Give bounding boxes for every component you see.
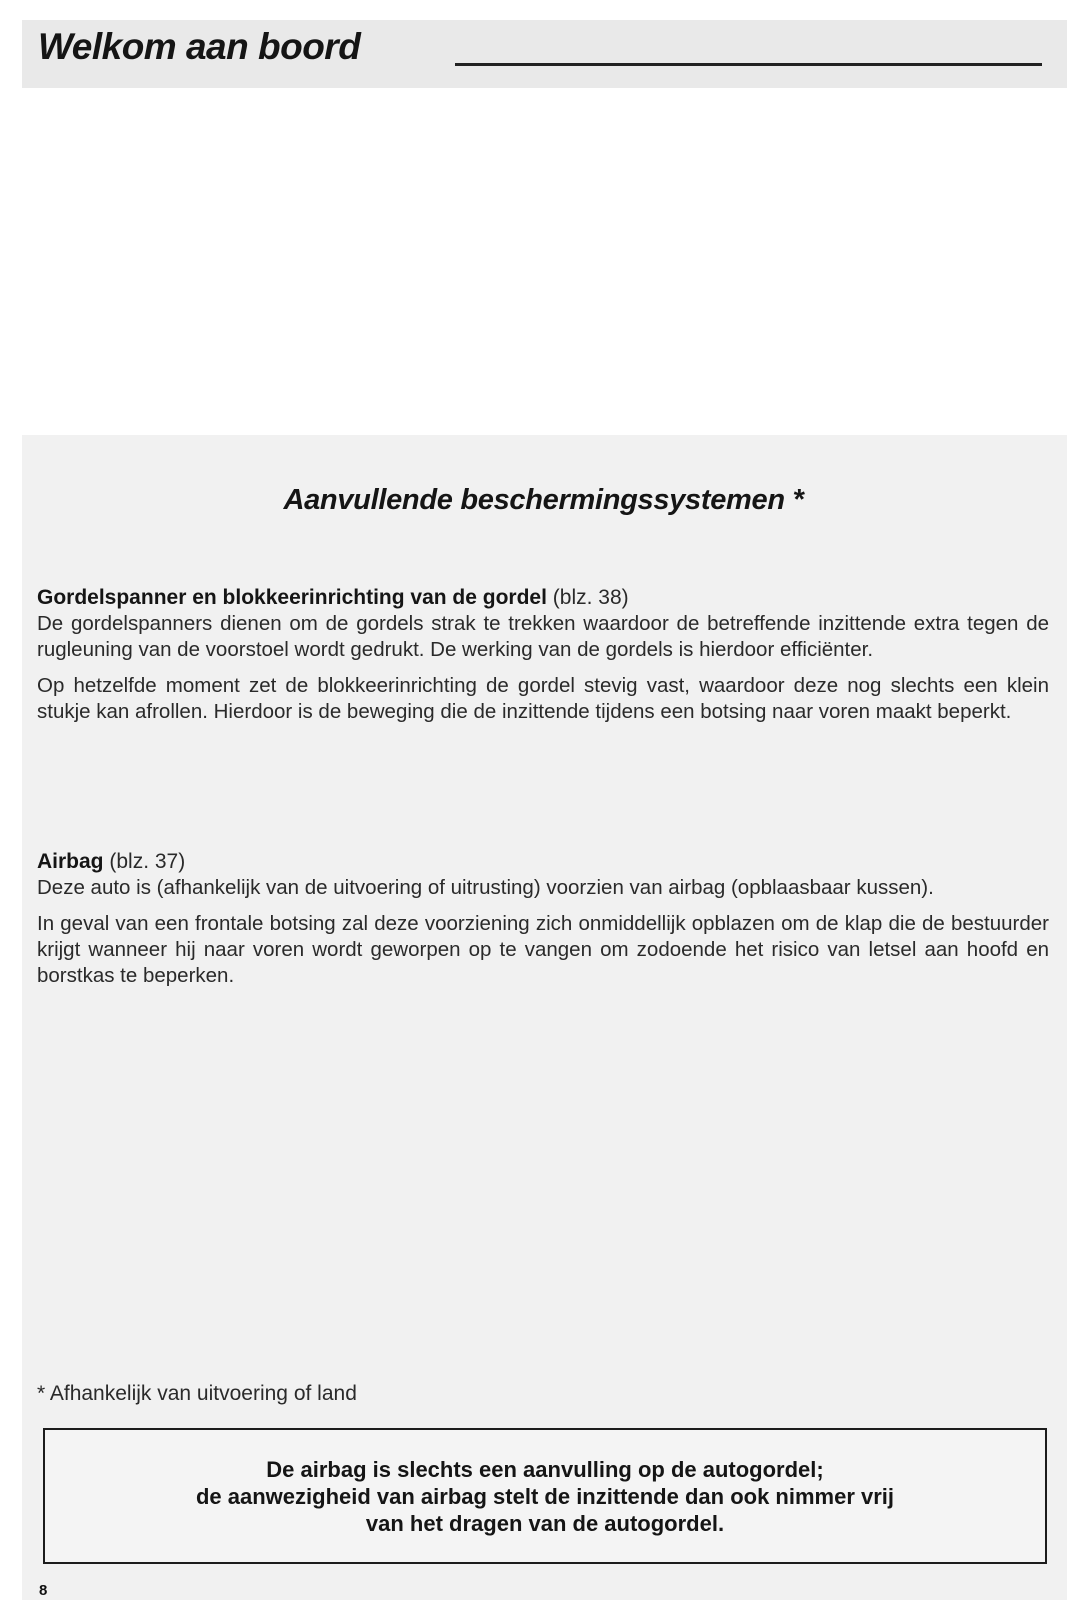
gordel-heading-text: Gordelspanner en blokkeerinrichting van de gordel — [37, 586, 547, 609]
page-number: 8 — [39, 1582, 48, 1599]
airbag-notice-box — [43, 1428, 1047, 1564]
notice-line-2: de aanwezigheid van airbag stelt de inzittende dan ook nimmer vrij — [195, 1483, 895, 1509]
section-title-text: Aanvullende beschermingssystemen — [283, 484, 785, 516]
airbag-page-ref: (blz. 37) — [109, 850, 186, 873]
footnote: * Afhankelijk van uitvoering of land — [37, 1382, 357, 1405]
airbag-section — [37, 848, 1049, 999]
gordel-heading — [37, 584, 1049, 611]
page-title: Welkom aan boord — [38, 26, 361, 67]
title-rule — [455, 63, 1042, 66]
airbag-heading-text: Airbag — [37, 850, 104, 873]
airbag-paragraph-1: Deze auto is (afhankelijk van de uitvoering of uitrusting) voorzien van airbag (opblaasbaar kussen). — [37, 876, 934, 899]
section-title — [0, 484, 1087, 517]
gordel-paragraph-1: De gordelspanners dienen om de gordels strak te trekken waardoor de betreffende inzittende extra tegen de rugleuning van de voorstoel wordt gedrukt. De werking van de gordels is hierdoor efficiënter. — [37, 612, 1049, 661]
gordel-section — [37, 584, 1049, 735]
airbag-paragraph-2: In geval van een frontale botsing zal deze voorziening zich onmiddellijk opblazen om de klap die de bestuurder krijgt wanneer hij naar voren wordt geworpen op te vangen om zodoende het risico van letsel aan hoofd en borstkas te beperken. — [37, 912, 1049, 987]
notice-line-1: De airbag is slechts een aanvulling op de autogordel; — [266, 1456, 824, 1482]
gordel-page-ref: (blz. 38) — [552, 586, 629, 609]
airbag-heading — [37, 848, 1049, 875]
notice-line-3: van het dragen van de autogordel. — [365, 1510, 725, 1536]
section-title-marker: * — [792, 484, 804, 516]
gordel-paragraph-2: Op hetzelfde moment zet de blokkeerinrichting de gordel stevig vast, waardoor deze nog slechts een klein stukje kan afrollen. Hierdoor is de beweging die de inzittende tijdens een botsing naar voren maakt beperkt. — [37, 674, 1049, 723]
